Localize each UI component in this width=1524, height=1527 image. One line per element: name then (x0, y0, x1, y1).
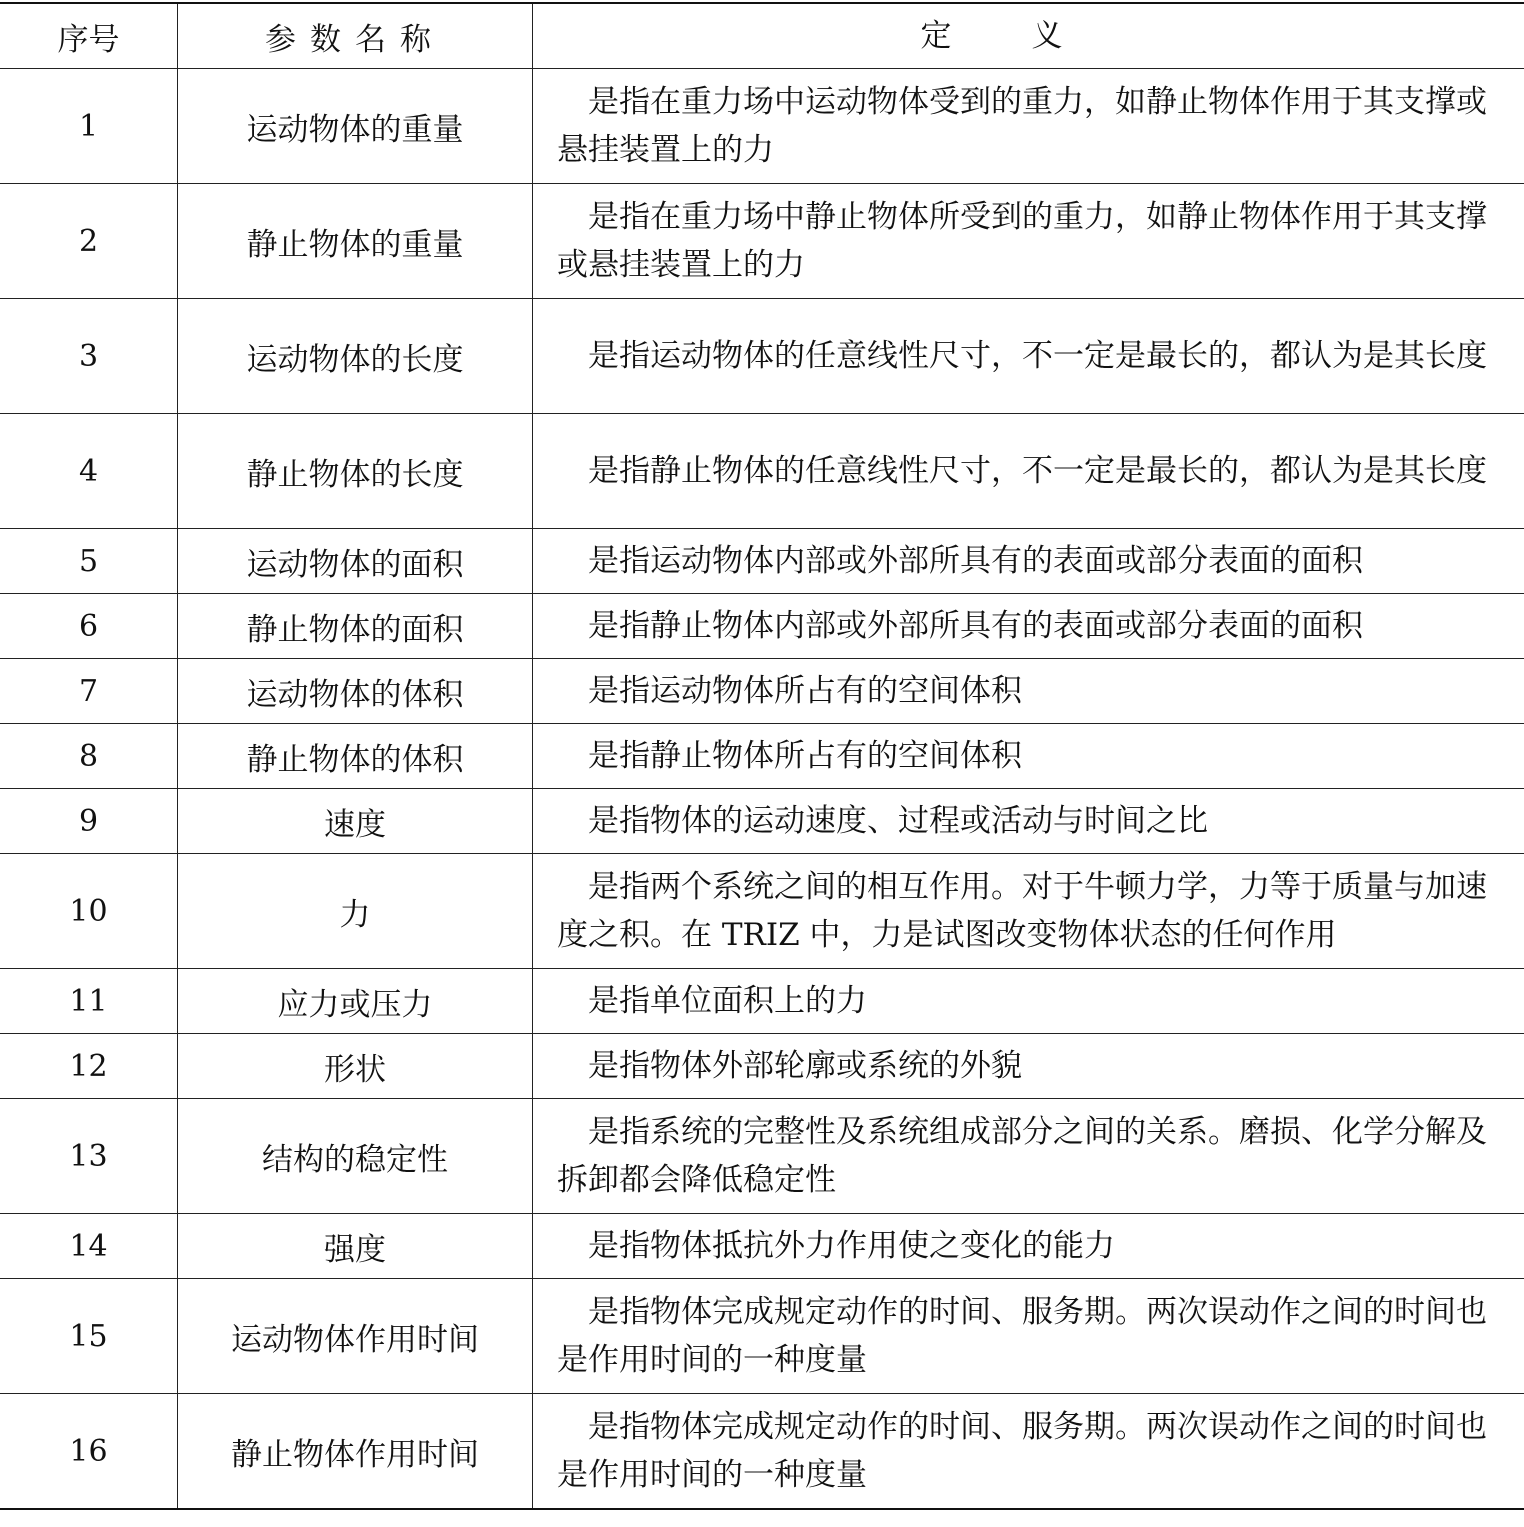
table-row (0, 789, 1524, 854)
row-definition-text: 是指物体外部轮廓或系统的外貌 (588, 1048, 1022, 1084)
parameter-table (0, 2, 1524, 1510)
row-definition (533, 414, 1524, 529)
row-definition-text: 是指系统的完整性及系统组成部分之间的关系。磨损、化学分解及拆卸都会降低稳定性 (557, 1114, 1487, 1198)
row-definition-text: 是指静止物体的任意线性尺寸，不一定是最长的，都认为是其长度 (588, 453, 1487, 489)
row-no: 2 (0, 184, 178, 299)
row-definition (533, 969, 1524, 1034)
row-definition (533, 184, 1524, 299)
row-definition (533, 1394, 1524, 1510)
row-name: 速度 (178, 789, 533, 854)
row-definition (533, 1279, 1524, 1394)
row-definition-text: 是指运动物体内部或外部所具有的表面或部分表面的面积 (588, 543, 1363, 579)
row-name: 静止物体的体积 (178, 724, 533, 789)
table-row (0, 529, 1524, 594)
row-name: 运动物体的体积 (178, 659, 533, 724)
row-no: 6 (0, 594, 178, 659)
row-definition (533, 1034, 1524, 1099)
row-no: 14 (0, 1214, 178, 1279)
row-no: 13 (0, 1099, 178, 1214)
row-no: 9 (0, 789, 178, 854)
header-no: 序号 (0, 3, 178, 69)
row-definition (533, 1214, 1524, 1279)
table-row (0, 594, 1524, 659)
row-definition-text: 是指运动物体的任意线性尺寸，不一定是最长的，都认为是其长度 (588, 338, 1487, 374)
table-row (0, 1214, 1524, 1279)
row-name: 静止物体作用时间 (178, 1394, 533, 1510)
row-no: 12 (0, 1034, 178, 1099)
row-definition-text: 是指静止物体所占有的空间体积 (588, 738, 1022, 774)
table-row (0, 724, 1524, 789)
row-no: 10 (0, 854, 178, 969)
row-name: 形状 (178, 1034, 533, 1099)
table-row (0, 1099, 1524, 1214)
row-name: 运动物体的重量 (178, 69, 533, 184)
row-definition-text: 是指物体抵抗外力作用使之变化的能力 (588, 1228, 1115, 1264)
row-definition-text: 是指运动物体所占有的空间体积 (588, 673, 1022, 709)
row-definition (533, 854, 1524, 969)
row-name: 运动物体的长度 (178, 299, 533, 414)
table-row (0, 299, 1524, 414)
row-definition (533, 299, 1524, 414)
row-definition (533, 724, 1524, 789)
row-definition (533, 69, 1524, 184)
row-no: 4 (0, 414, 178, 529)
row-definition-text: 是指两个系统之间的相互作用。对于牛顿力学，力等于质量与加速度之积。在 TRIZ 中，力是试图改变物体状态的任何作用 (557, 869, 1487, 953)
table-row (0, 414, 1524, 529)
table-row (0, 659, 1524, 724)
row-no: 1 (0, 69, 178, 184)
row-definition-text: 是指静止物体内部或外部所具有的表面或部分表面的面积 (588, 608, 1363, 644)
row-definition (533, 529, 1524, 594)
table-header-row (0, 3, 1524, 69)
row-definition-text: 是指在重力场中运动物体受到的重力，如静止物体作用于其支撑或悬挂装置上的力 (557, 84, 1487, 168)
row-no: 3 (0, 299, 178, 414)
row-no: 16 (0, 1394, 178, 1510)
table-row (0, 1394, 1524, 1510)
row-definition-text: 是指单位面积上的力 (588, 983, 867, 1019)
row-name: 强度 (178, 1214, 533, 1279)
row-name: 应力或压力 (178, 969, 533, 1034)
row-definition-text: 是指物体完成规定动作的时间、服务期。两次误动作之间的时间也是作用时间的一种度量 (557, 1409, 1487, 1493)
row-definition-text: 是指在重力场中静止物体所受到的重力，如静止物体作用于其支撑或悬挂装置上的力 (557, 199, 1487, 283)
row-no: 11 (0, 969, 178, 1034)
row-no: 5 (0, 529, 178, 594)
row-name: 结构的稳定性 (178, 1099, 533, 1214)
row-definition (533, 659, 1524, 724)
header-name: 参数名称 (178, 3, 533, 69)
table-row (0, 184, 1524, 299)
row-name: 运动物体的面积 (178, 529, 533, 594)
table-row (0, 854, 1524, 969)
row-name: 运动物体作用时间 (178, 1279, 533, 1394)
table-row (0, 969, 1524, 1034)
table-row (0, 1279, 1524, 1394)
row-name: 静止物体的长度 (178, 414, 533, 529)
row-no: 8 (0, 724, 178, 789)
row-no: 7 (0, 659, 178, 724)
row-name: 静止物体的面积 (178, 594, 533, 659)
table-row (0, 69, 1524, 184)
row-definition-text: 是指物体的运动速度、过程或活动与时间之比 (588, 803, 1208, 839)
row-definition (533, 594, 1524, 659)
row-definition-text: 是指物体完成规定动作的时间、服务期。两次误动作之间的时间也是作用时间的一种度量 (557, 1294, 1487, 1378)
row-name: 力 (178, 854, 533, 969)
table-row (0, 1034, 1524, 1099)
row-no: 15 (0, 1279, 178, 1394)
header-definition: 定义 (533, 3, 1524, 69)
row-name: 静止物体的重量 (178, 184, 533, 299)
row-definition (533, 789, 1524, 854)
row-definition (533, 1099, 1524, 1214)
